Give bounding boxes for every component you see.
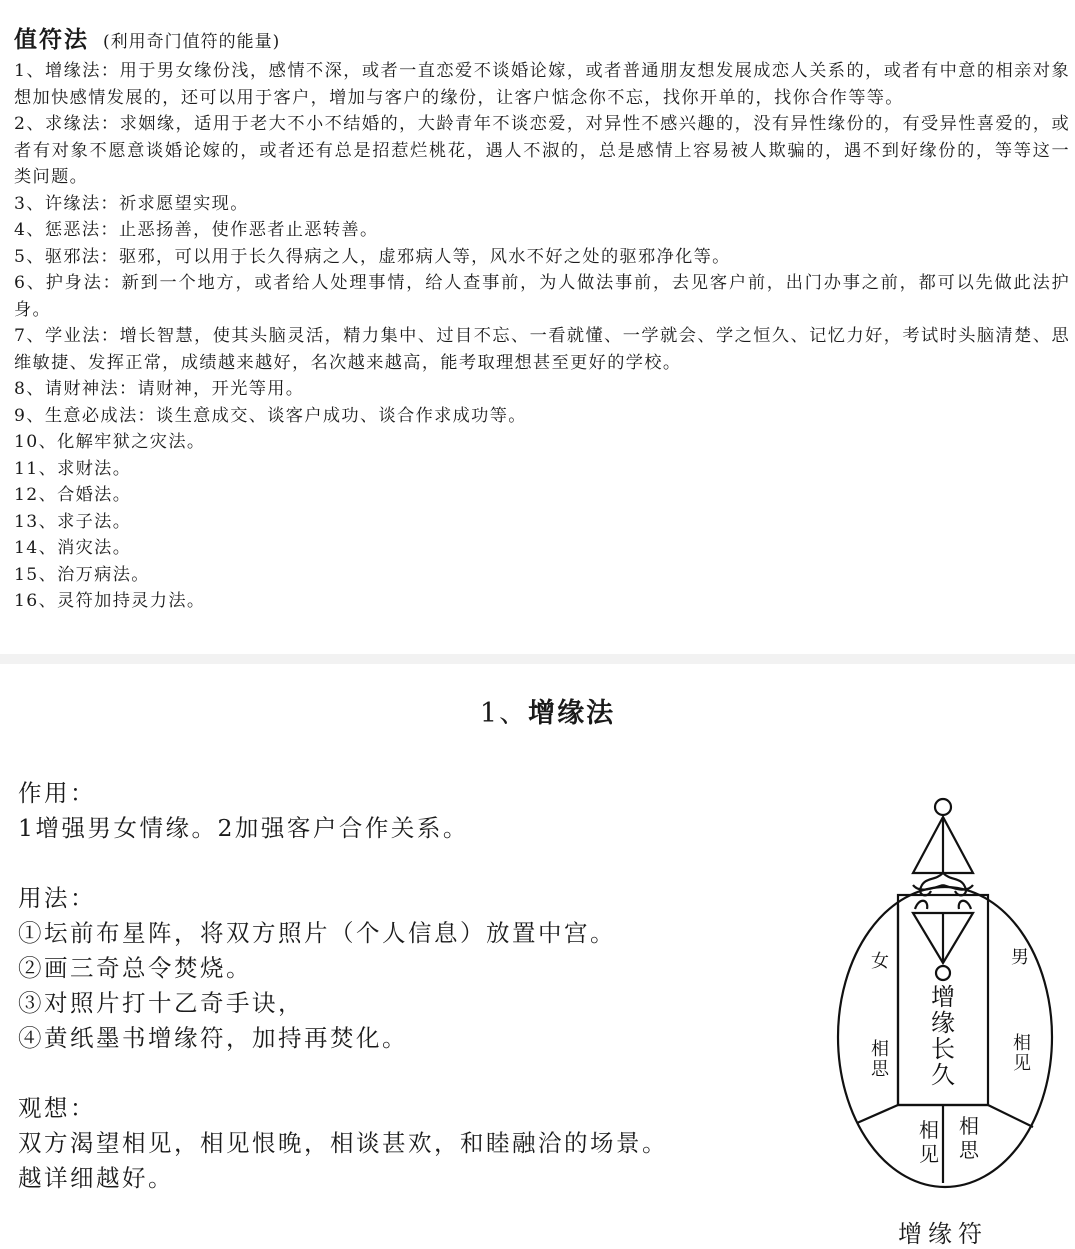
talisman-female: 女 (871, 951, 889, 971)
talisman-center-word: 久 (931, 1062, 955, 1089)
list-item: 10、化解牢狱之灾法。 (14, 432, 206, 452)
talisman-center-word: 增 (931, 984, 955, 1011)
usage-step: ③对照片打十乙奇手诀， (18, 989, 304, 1017)
usage-label: 用法： (18, 884, 96, 912)
effect-text: 1增强男女情缘。2加强客户合作关系。 (18, 814, 469, 842)
effect-label: 作用： (18, 779, 96, 807)
talisman-bottom-left-word: 见 (919, 1144, 939, 1166)
visualize-text: 双方渴望相见，相见恨晚，相谈甚欢，和睦融洽的场景。 (18, 1129, 668, 1157)
usage-step: ①坛前布星阵，将双方照片（个人信息）放置中宫。 (18, 919, 616, 947)
list-item: 9、生意必成法：谈生意成交、谈客户成功、谈合作求成功等。 (14, 405, 527, 426)
list-item: 3、许缘法：祈求愿望实现。 (14, 193, 249, 214)
visualize-text: 越详细越好。 (18, 1164, 174, 1192)
visualize-label: 观想： (18, 1094, 96, 1122)
talisman-center-word: 缘 (931, 1010, 955, 1037)
talisman-male: 男 (1011, 947, 1029, 967)
section-divider (0, 654, 1075, 664)
method-list-block (14, 24, 1070, 615)
list-heading (14, 24, 1070, 58)
list-item: 12、合婚法。 (14, 485, 132, 505)
talisman-mid-circle (936, 966, 950, 980)
section-body (18, 776, 818, 1196)
talisman-bottom-right-word: 思 (959, 1140, 979, 1162)
list-item: 7、学业法：增长智慧，使其头脑灵活，精力集中、过目不忘、一看就懂、一学就会、学之恒久、记忆力好，考试时头脑清楚、思维敏捷、发挥正常，成绩越来越好，名次越来越高，能考取理想甚至更好的学校。 (14, 326, 1070, 373)
section-name: 增缘法 (528, 698, 616, 729)
list-item: 14、消灾法。 (14, 538, 132, 558)
list-item: 6、护身法：新到一个地方，或者给人处理事情，给人查事前，为人做法事前，去见客户前，出门办事之前，都可以先做此法护身。 (14, 273, 1070, 320)
section-number: 1、 (479, 698, 529, 729)
list-item: 13、求子法。 (14, 511, 132, 532)
list-item: 1、增缘法：用于男女缘份浅，感情不深，或者一直恋爱不谈婚论嫁，或者普通朋友想发展成恋人关系的，或者有中意的相亲对象想加快感情发展的，还可以用于客户，增加与客户的缘份，让客户惦念你不忘，找你开单的，找你合作等等。 (14, 61, 1070, 108)
talisman-right-word: 相 (1013, 1033, 1031, 1053)
talisman-left-word: 相 (871, 1039, 889, 1059)
talisman-labels (871, 947, 1031, 1166)
talisman-caption: 增缘符 (898, 1220, 988, 1248)
list-title: 值符法 (14, 26, 89, 53)
list-item: 2、求缘法：求姻缘，适用于老大不小不结婚的，大龄青年不谈恋爱，对异性不感兴趣的，没有异性缘份的，有受异性喜爱的，或者有对象不愿意谈婚论嫁的，或者还有总是招惹烂桃花，遇人不淑的，总是感情上容易被人欺骗的，遇不到好缘份的，等等这一类问题。 (14, 114, 1070, 187)
list-item: 5、驱邪法：驱邪，可以用于长久得病之人，虚邪病人等，风水不好之处的驱邪净化等。 (14, 246, 731, 267)
list-item: 8、请财神法：请财神，开光等用。 (14, 379, 305, 399)
talisman-left-word: 思 (871, 1059, 889, 1079)
talisman-bottom-right-word: 相 (959, 1116, 979, 1138)
talisman-bottom-left-word: 相 (919, 1120, 939, 1142)
list-item: 15、治万病法。 (14, 564, 150, 585)
talisman-center-word: 长 (931, 1036, 955, 1063)
talisman-top-circle (935, 799, 951, 815)
list-item: 16、灵符加持灵力法。 (14, 591, 206, 611)
section-title (0, 694, 1075, 734)
usage-step: ④黄纸墨书增缘符，加持再焚化。 (18, 1024, 408, 1052)
list-item: 4、惩恶法：止恶扬善，使作恶者止恶转善。 (14, 220, 379, 240)
list-item: 11、求财法。 (14, 458, 132, 479)
usage-step: ②画三奇总令焚烧。 (18, 954, 252, 982)
list-subtitle: (利用奇门值符的能量) (103, 32, 281, 52)
talisman-right-word: 见 (1013, 1053, 1031, 1073)
talisman-figure (835, 785, 1060, 1195)
